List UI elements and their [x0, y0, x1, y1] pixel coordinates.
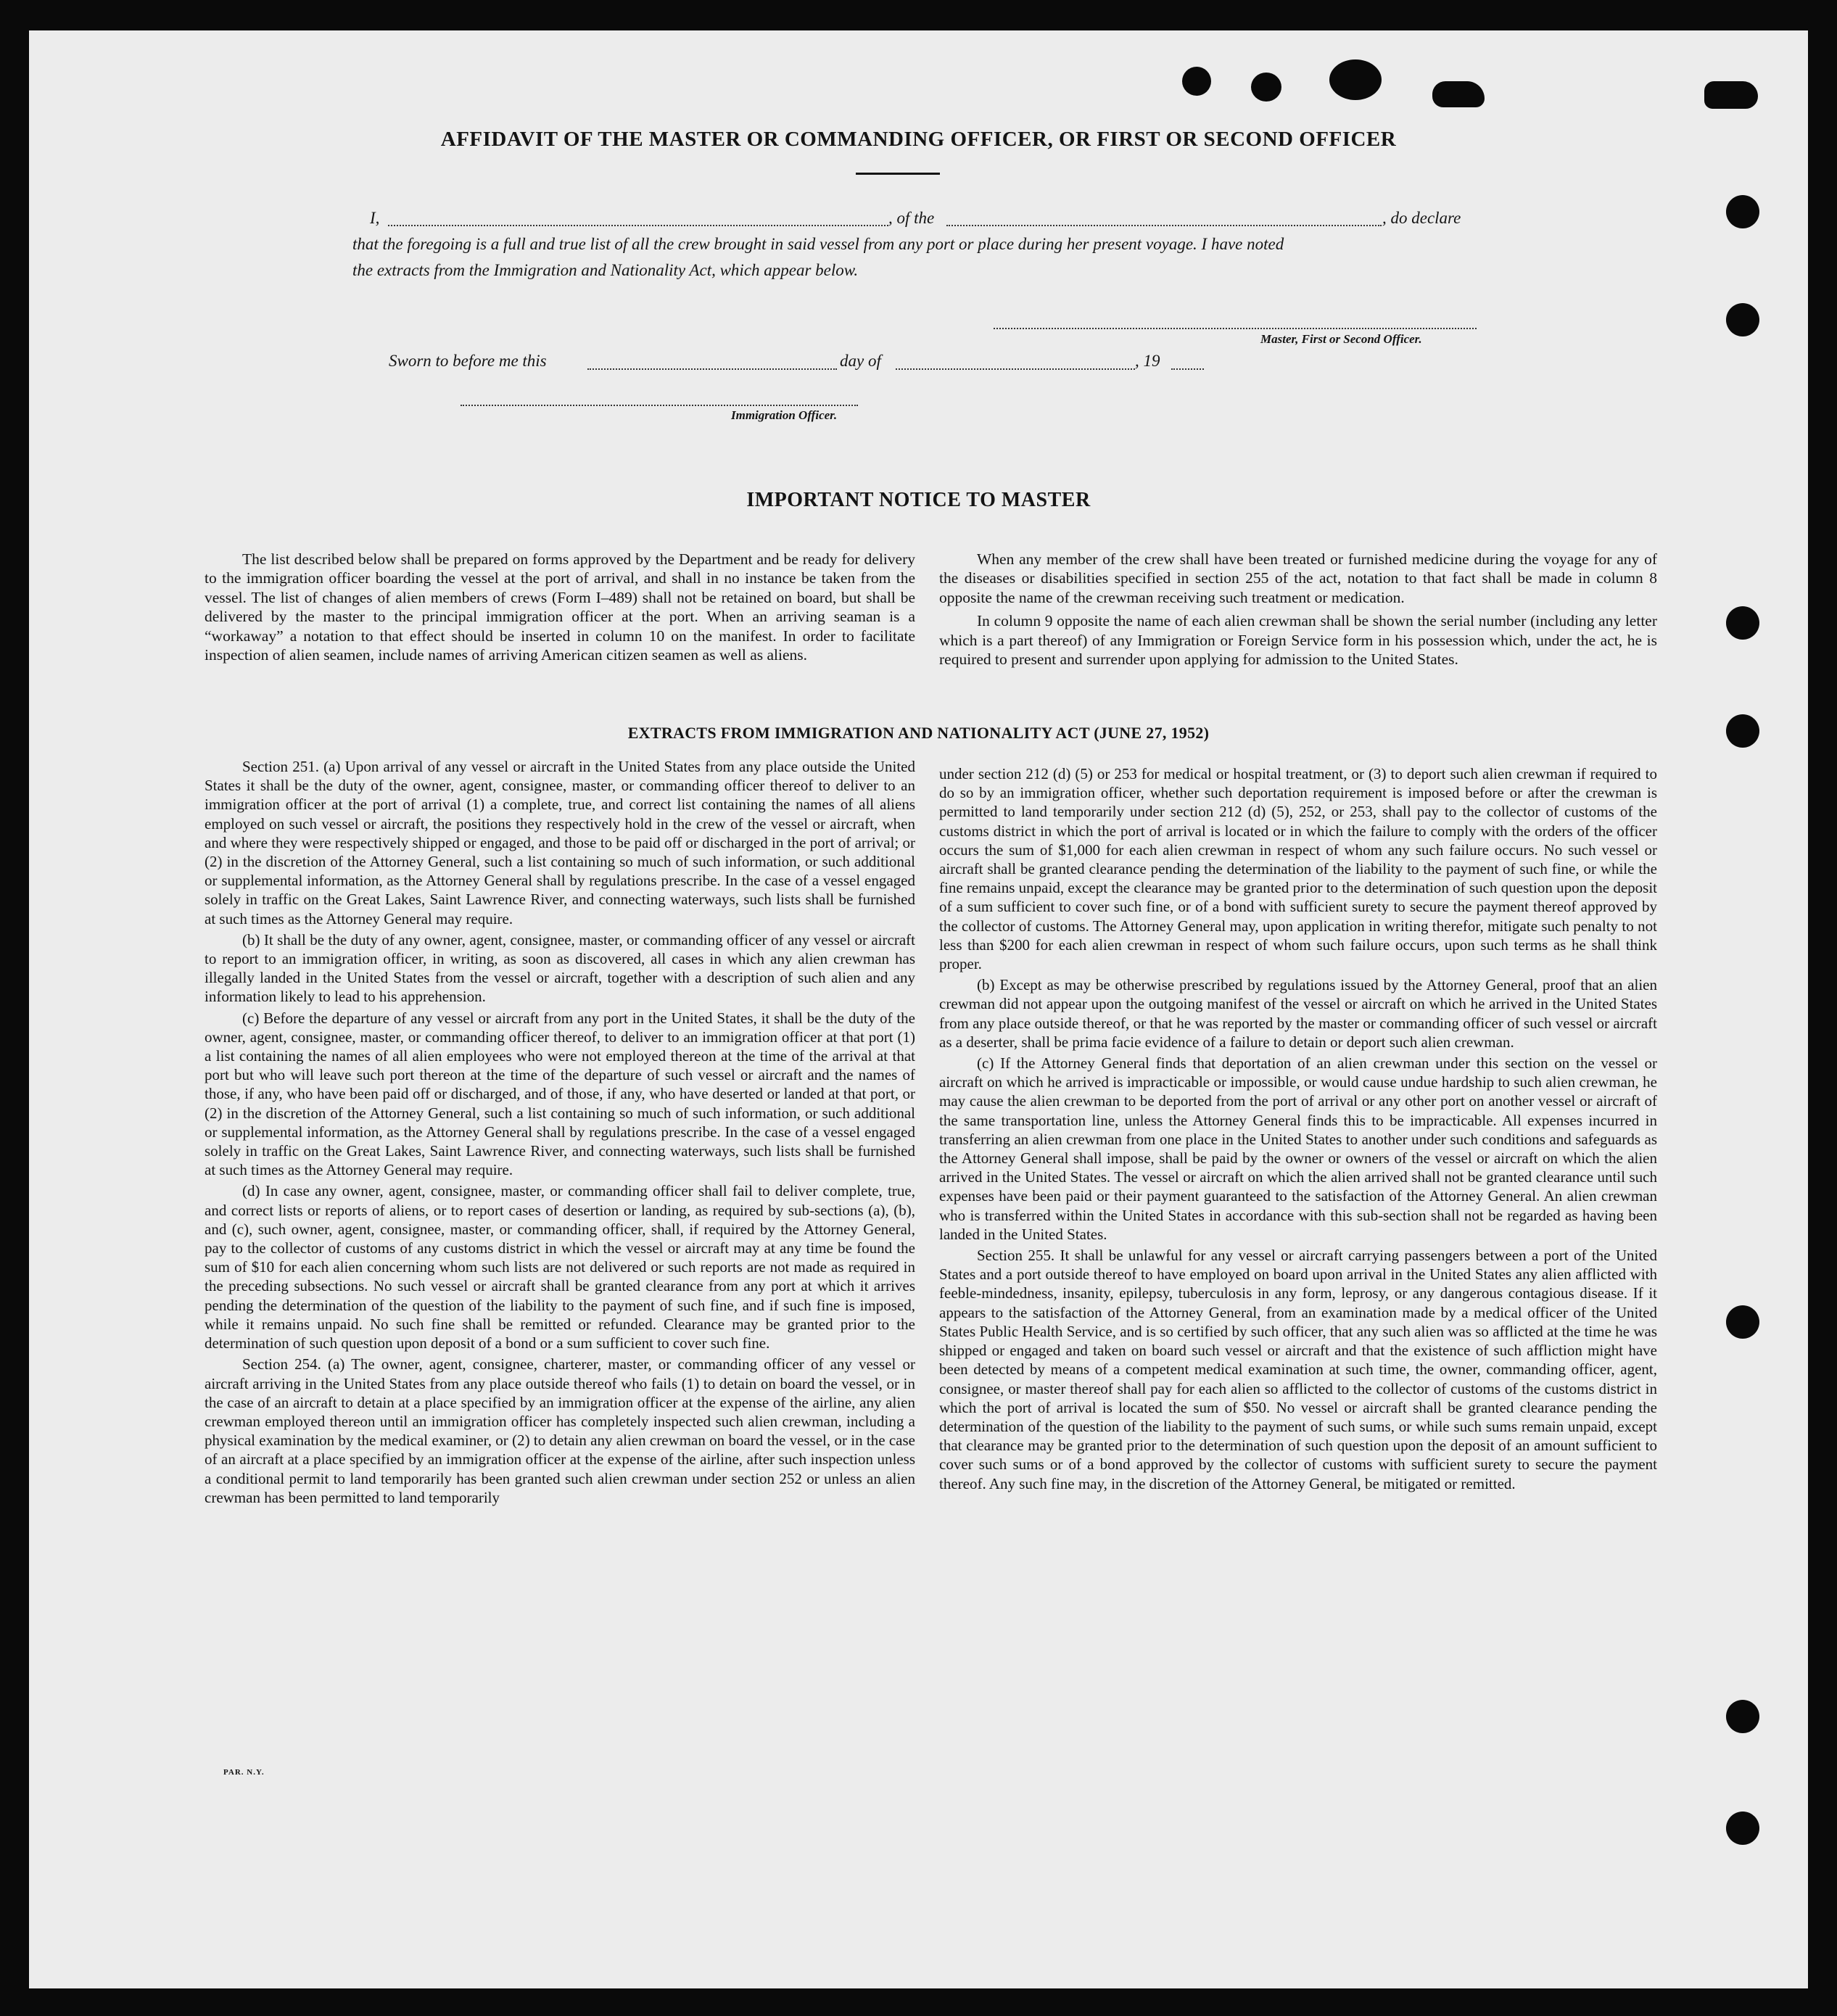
punch-hole	[1251, 73, 1281, 102]
punch-hole	[1726, 606, 1759, 640]
punch-hole	[1182, 67, 1211, 96]
i-label: I,	[370, 209, 380, 227]
punch-hole	[1726, 1305, 1759, 1339]
section-254-b: (b) Except as may be otherwise prescribed by regulations issued by the Attorney General, proof that an alien crewman did not appear upon the outgoing manifest of the vessel or aircraft on which he arrived in the United States from any place outside thereof, or that he was reported by the master or commanding officer of such vessel or aircraft as a deserter, shall be prima facie evidence of a failure to detain or deport such alien crewman.	[939, 976, 1657, 1051]
notice-right-paragraph-2: In column 9 opposite the name of each alien crewman shall be shown the serial number (including any letter which is a part thereof) of any Immigration or Foreign Service form in his possession which, under the act, he is required to present and surrender upon applying for admission to the United States.	[939, 612, 1657, 669]
section-255: Section 255. It shall be unlawful for any vessel or aircraft carrying passengers between a port of the United States and a port outside thereof to have employed on board upon arrival in the United States any alien afflicted with feeble-mindedness, insanity, epilepsy, tuberculosis in any form, leprosy, or any dangerous contagious disease. If it appears to the satisfaction of the Attorney General, from an examination made by a medical officer of the United States Public Health Service, and is so certified by such officer, that any such alien was so afflicted at the time he was shipped or engaged and taken on board such vessel or aircraft and that the existence of such affliction might have been detected by means of a competent medical examination at such time, the owner, commanding officer, agent, consignee, or master thereof shall pay for each alien so afflicted to the collector of customs of the customs district in which the port of arrival is located the sum of $50. No vessel or aircraft shall be granted clearance pending the determination of the question of the liability to the payment of such sums, or while such sums remain unpaid, except that clearance may be granted prior to the determination of such question upon the deposit of an amount sufficient to cover such sums or of a bond approved by the collector of customs with sufficient surety to secure the payment thereof. Any such fine may, in the discretion of the Attorney General, be mitigated or remitted.	[939, 1247, 1657, 1492]
of-the-label: , of the	[888, 209, 935, 227]
margin-blot	[1432, 81, 1485, 107]
notice-right-paragraph-1: When any member of the crew shall have been treated or furnished medicine during the voyage for any of the diseases or disabilities specified in section 255 of the act, notation to that fact shall be made in column 8 opposite the name of the crewman receiving such treatment or medication.	[939, 550, 1657, 606]
section-254-a: Section 254. (a) The owner, agent, consignee, charterer, master, or commanding officer of any vessel or aircraft arriving in the United States from any place outside thereof who fails (1) to detain on board the vessel, or in the case of an aircraft to detain at a place specified by an immigration officer at the expense of the airline, any alien crewman employed thereon until an immigration officer has completely inspected such alien crewman, including a physical examination by the medical examiner, or (2) to detain any alien crewman on board the vessel, or in the case of an aircraft at a place specified by an immigration officer at the expense of the airline, after such inspection unless a conditional permit to land temporarily has been granted such alien crewman under section 252 or unless an alien crewman has been permitted to land temporarily	[205, 1355, 915, 1506]
sworn-label: Sworn to before me this	[389, 352, 547, 370]
extracts-left-column	[205, 757, 915, 1509]
section-251-a: Section 251. (a) Upon arrival of any vessel or aircraft in the United States from any place outside the United States it shall be the duty of the owner, agent, consignee, master, or commanding officer thereof to deliver to an immigration officer at the port of arrival (1) a complete, true, and correct list containing the names of all aliens employed on such vessel or aircraft, the positions they respectively hold in the crew of the vessel or aircraft, when and where they were respectively shipped or engaged, and those to be paid off or discharged in the port of arrival; or (2) in the discretion of the Attorney General, such a list containing so much of such information, or such additional or supplemental information, as the Attorney General shall by regulations prescribe. In the case of a vessel engaged solely in traffic on the Great Lakes, Saint Lawrence River, and connecting waterways, such lists shall be furnished at such times as the Attorney General may require.	[205, 758, 915, 928]
section-251-d: (d) In case any owner, agent, consignee, master, or commanding officer shall fail to deliver complete, true, and correct lists or reports of aliens, or to report cases of desertion or landing, as required by sub-sections (a), (b), and (c), such owner, agent, consignee, master, or commanding officer, shall, if required by the Attorney General, pay to the collector of customs of any customs district in which the vessel or aircraft may at any time be found the sum of $10 for each alien concerning whom such lists are not delivered or such reports are not made as required in the preceding subsections. No such vessel or aircraft shall be granted clearance from any port at which it arrives pending the determination of the question of the liability to the payment of such fine, and if such fine is imposed, while it remains unpaid. No such fine shall be remitted or refunded. Clearance may be granted prior to the determination of such question upon deposit of a bond or a sum sufficient to cover such fine.	[205, 1182, 915, 1352]
notice-right-column	[939, 550, 1657, 671]
year-label: , 19	[1135, 352, 1160, 370]
section-254-c: (c) If the Attorney General finds that deportation of an alien crewman under this section on the vessel or aircraft on which he arrived is impracticable or impossible, or would cause undue hardship to such alien crewman, he may cause the alien crewman to be deported from the port of arrival or any other port on another vessel or aircraft of the same transportation line, unless the Attorney General finds this to be impracticable. All expenses incurred in transferring an alien crewman from one place in the United States to another under such conditions and safeguards as the Attorney General shall impose, shall be paid by the owner or owners of the vessel or aircraft on which the alien arrived in the United States. The vessel or aircraft on which the alien arrived shall not be granted clearance until such expenses have been paid or their payment guaranteed to the satisfaction of the Attorney General. An alien crewman who is transferred within the United States in accordance with this sub-section shall not be regarded as having been landed in the United States.	[939, 1054, 1657, 1243]
sworn-month-line[interactable]	[896, 368, 1135, 370]
punch-hole	[1726, 1700, 1759, 1733]
signature-caption: Master, First or Second Officer.	[1260, 332, 1422, 346]
vessel-field-line[interactable]	[946, 225, 1382, 226]
form-page	[29, 30, 1808, 1988]
day-of-label: day of	[840, 352, 881, 370]
extracts-right-column	[939, 764, 1657, 1495]
section-251-c: (c) Before the departure of any vessel or aircraft from any port in the United States, it shall be the duty of the owner, agent, consignee, master, or commanding officer thereof, to deliver to an immigration officer at that port (1) a list containing the names of all alien employees who were not employed thereon at the time of the arrival at that port but who will leave such port thereon at the time of the departure of such vessel or aircraft and the names of those, if any, who have been paid off or discharged, and of those, if any, who have deserted or landed at that port, or (2) in the discretion of the Attorney General, such a list containing so much of such information, or such additional or supplemental information, as the Attorney General shall by regulations prescribe. In the case of a vessel engaged solely in traffic on the Great Lakes, Saint Lawrence River, and connecting waterways, such lists shall be furnished at such times as the Attorney General may require.	[205, 1009, 915, 1179]
name-field-line[interactable]	[388, 225, 888, 226]
section-251-b: (b) It shall be the duty of any owner, agent, consignee, master, or commanding officer of any vessel or aircraft to report to an immigration officer, in writing, as soon as discovered, all cases in which any alien crewman has illegally landed in the United States from the vessel or aircraft, together with a description of such alien and any information likely to lead to his apprehension.	[205, 930, 915, 1006]
officer-caption: Immigration Officer.	[731, 408, 838, 422]
section-254-a-continued: under section 212 (d) (5) or 253 for medical or hospital treatment, or (3) to deport such alien crewman if required to do so by an immigration officer, whether such deportation requirement is imposed before or after the crewman is permitted to land temporarily under section 212 (d) (5), 252, or 253, shall pay to the collector of customs of the customs district in which the port of arrival is located or in which the failure to comply with the orders of the officer occurs the sum of $1,000 for each alien crewman in respect of whom any such failure occurs. No such vessel or aircraft shall be granted clearance pending the determination of the liability to the payment of such fine, or while the fine remains unpaid, except the clearance may be granted prior to the determination of such question upon the deposit of a sum sufficient to cover such fine, or of a bond with sufficient surety to secure the payment thereof approved by the collector of customs. The Attorney General may, upon application in writing therefor, mitigate such penalty to not less than $200 for each alien crewman in respect of whom such failure occurs, upon such terms as he shall think proper.	[939, 765, 1657, 973]
signature-line[interactable]	[994, 328, 1477, 329]
margin-blot	[1704, 81, 1758, 109]
sworn-day-line[interactable]	[587, 368, 837, 370]
title-underline	[856, 173, 940, 175]
do-declare-label: , do declare	[1382, 209, 1461, 227]
punch-hole	[1726, 303, 1759, 336]
notice-left-paragraph: The list described below shall be prepared on forms approved by the Department and be ready for delivery to the immigration officer boarding the vessel at the port of arrival, and shall in no instance be taken from the vessel. The list of changes of alien members of crews (Form I–489) shall not be retained on board, but shall be delivered by the master to the principal immigration officer at the port. When an arriving seaman is a “workaway” a notation to that effect should be inserted in column 10 on the manifest. In order to facilitate inspection of alien seamen, include names of arriving American citizen seamen as well as aliens.	[205, 550, 915, 664]
declaration-line-2: the extracts from the Immigration and Nationality Act, which appear below.	[352, 261, 859, 279]
officer-signature-line[interactable]	[461, 405, 858, 406]
printer-mark: PAR. N.Y.	[223, 1768, 265, 1777]
punch-hole	[1726, 1811, 1759, 1845]
notice-title: IMPORTANT NOTICE TO MASTER	[746, 489, 1091, 511]
affidavit-title: AFFIDAVIT OF THE MASTER OR COMMANDING OFFICER, OR FIRST OR SECOND OFFICER	[440, 128, 1397, 151]
extracts-title: EXTRACTS FROM IMMIGRATION AND NATIONALITY ACT (JUNE 27, 1952)	[627, 724, 1210, 742]
punch-hole	[1329, 59, 1382, 100]
declaration-line-1: that the foregoing is a full and true list of all the crew brought in said vessel from any port or place during her present voyage. I have noted	[352, 235, 1284, 253]
sworn-year-line[interactable]	[1171, 368, 1204, 370]
notice-left-column	[205, 550, 915, 666]
punch-hole	[1726, 195, 1759, 228]
